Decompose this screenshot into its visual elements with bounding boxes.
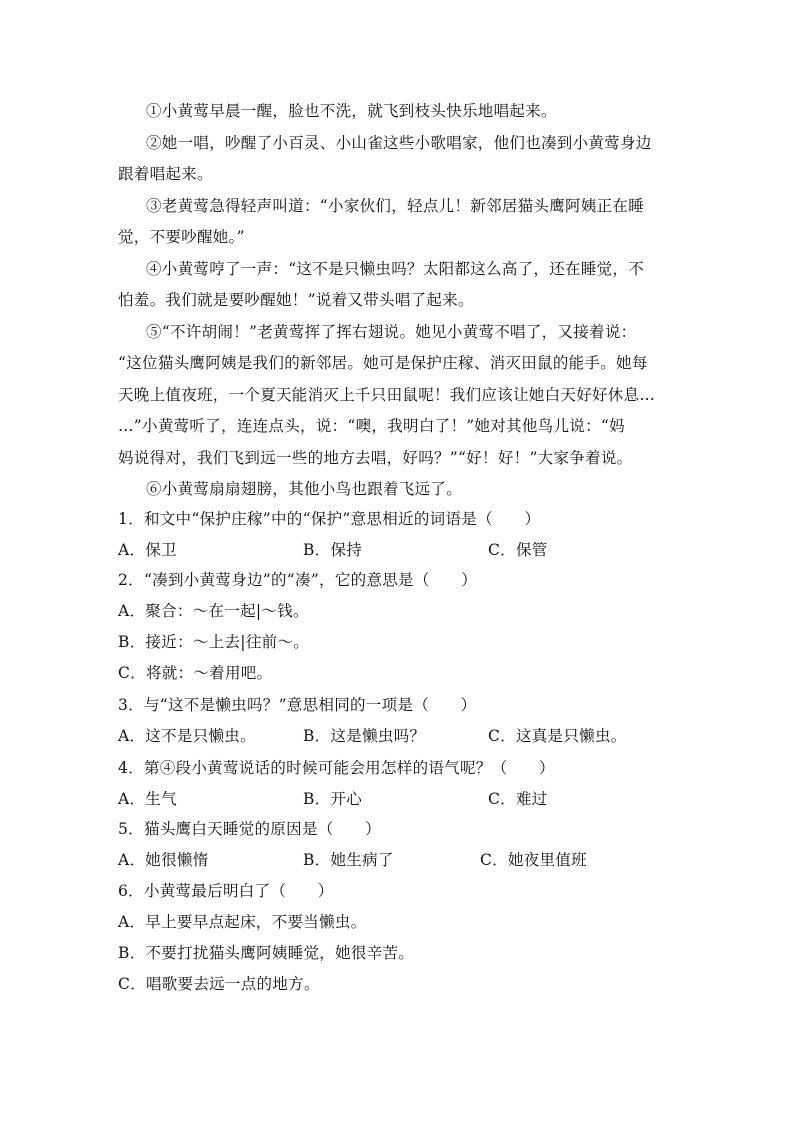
question-3-option-c[interactable]: C．这真是只懒虫。 — [488, 727, 627, 745]
question-6-stem: 6．小黄莺最后明白了（ ） — [118, 882, 334, 900]
question-1-option-c[interactable]: C．保管 — [488, 541, 548, 559]
question-1-stem: 1．和文中“保护庄稼”中的“保护”意思相近的词语是（ ） — [118, 510, 541, 528]
passage-line: 跟着唱起来。 — [118, 165, 213, 183]
question-2-option-a[interactable]: A．聚合：～在一起|～钱。 — [118, 602, 309, 620]
question-5-option-c[interactable]: C．她夜里值班 — [480, 851, 587, 869]
question-5-stem: 5．猫头鹰白天睡觉的原因是（ ） — [118, 820, 381, 838]
question-3-stem: 3．与“这不是懒虫吗？”意思相同的一项是（ ） — [118, 696, 477, 714]
passage-line: ⑤“不许胡闹！”老黄莺挥了挥右翅说。她见小黄莺不唱了，又接着说： — [146, 323, 637, 341]
question-4-option-c[interactable]: C．难过 — [488, 790, 548, 808]
question-2-stem: 2．“凑到小黄莺身边”的“凑”，它的意思是（ ） — [118, 571, 478, 589]
passage-line: “这位猫头鹰阿姨是我们的新邻居。她可是保护庄稼、消灭田鼠的能手。她每 — [118, 354, 648, 372]
question-6-option-a[interactable]: A．早上要早点起床，不要当懒虫。 — [118, 913, 367, 931]
question-5-option-b[interactable]: B．她生病了 — [303, 851, 394, 869]
passage-line: 觉，不要吵醒她。” — [118, 228, 245, 246]
passage-line: 怕羞。我们就是要吵醒她！”说着又带头唱了起来。 — [118, 291, 474, 309]
passage-line: ③老黄莺急得轻声叫道：“小家伙们，轻点儿！新邻居猫头鹰阿姨正在睡 — [146, 197, 645, 215]
question-2-option-b[interactable]: B．接近：～上去|往前～。 — [118, 633, 310, 651]
passage-line: ①小黄莺早晨一醒，脸也不洗，就飞到枝头快乐地唱起来。 — [146, 102, 557, 120]
passage-line: ⑥小黄莺扇扇翅膀，其他小鸟也跟着飞远了。 — [146, 480, 463, 498]
question-1-option-b[interactable]: B．保持 — [303, 541, 363, 559]
question-1-option-a[interactable]: A．保卫 — [118, 541, 177, 559]
question-5-option-a[interactable]: A．她很懒惰 — [118, 851, 209, 869]
question-6-option-b[interactable]: B．不要打扰猫头鹰阿姨睡觉，她很辛苦。 — [118, 944, 415, 962]
passage-line: ④小黄莺哼了一声：“这不是只懒虫吗？太阳都这么高了，还在睡觉，不 — [146, 260, 645, 278]
question-4-option-b[interactable]: B．开心 — [303, 790, 363, 808]
passage-line: …”小黄莺听了，连连点头，说：“噢，我明白了！”她对其他鸟儿说：“妈 — [118, 417, 625, 435]
question-3-option-a[interactable]: A．这不是只懒虫。 — [118, 727, 256, 745]
passage-line: 妈说得对，我们飞到远一些的地方去唱，好吗？”“好！好！”大家争着说。 — [118, 449, 633, 467]
passage-line: ②她一唱，吵醒了小百灵、小山雀这些小歌唱家，他们也凑到小黄莺身边 — [146, 134, 652, 152]
question-6-option-c[interactable]: C．唱歌要去远一点的地方。 — [118, 975, 320, 993]
question-2-option-c[interactable]: C．将就：～着用吧。 — [118, 664, 273, 682]
question-3-option-b[interactable]: B．这是懒虫吗？ — [303, 727, 426, 745]
question-4-option-a[interactable]: A．生气 — [118, 790, 177, 808]
question-4-stem: 4．第④段小黄莺说话的时候可能会用怎样的语气呢？（ ） — [118, 759, 555, 777]
passage-line: 天晚上值夜班，一个夏天能消灭上千只田鼠呢！我们应该让她白天好好休息… — [118, 386, 656, 404]
